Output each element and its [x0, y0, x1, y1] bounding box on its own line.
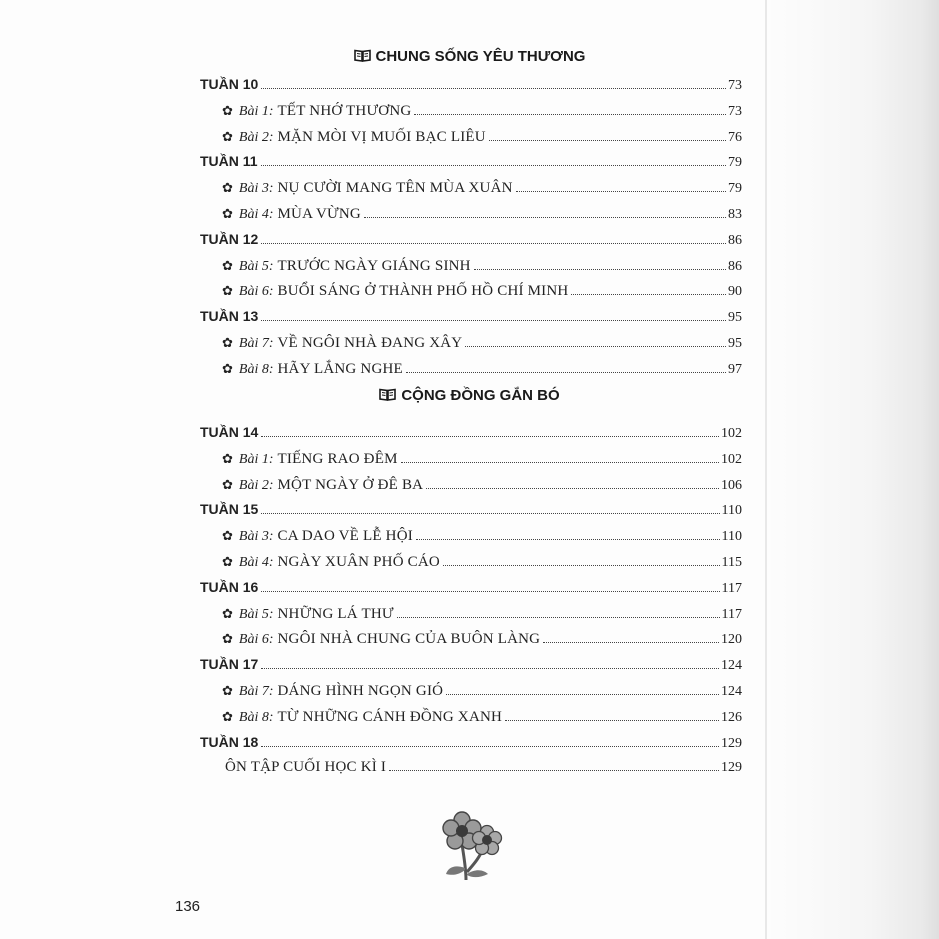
toc-lesson-row: [222, 476, 742, 498]
dot-leader: [505, 720, 719, 721]
lesson-number: Bài 3:: [238, 529, 274, 545]
lesson-number: Bài 8:: [238, 709, 274, 725]
dot-leader: [261, 591, 719, 592]
lesson-number: Bài 2:: [238, 477, 274, 493]
flower-bullet-icon: ✿: [222, 554, 233, 569]
lesson-number: Bài 6:: [238, 284, 274, 300]
page-reference: 73: [728, 103, 742, 119]
toc-lesson-row: [222, 205, 742, 227]
page-reference: 83: [728, 207, 742, 222]
toc-week-row: [200, 656, 742, 678]
flower-bullet-icon: ✿: [222, 528, 233, 544]
page-reference: 79: [728, 181, 742, 197]
dot-leader: [261, 243, 726, 244]
book-icon: [379, 387, 401, 404]
lesson-number: Bài 5:: [238, 606, 274, 622]
flower-bullet-icon: ✿: [222, 683, 233, 698]
toc-lesson-row: [222, 553, 742, 575]
toc-week-row: [200, 579, 742, 601]
lesson-number: Bài 4:: [238, 555, 274, 570]
dot-leader: [261, 320, 726, 321]
toc-week-row: [200, 424, 742, 446]
week-label: TUẦN 18: [200, 733, 259, 750]
lesson-number: Bài 7:: [238, 684, 274, 699]
page-reference: 86: [728, 232, 742, 248]
flower-bullet-icon: ✿: [222, 476, 233, 492]
page-fold-line: [765, 0, 767, 939]
dot-leader: [516, 191, 726, 192]
toc-week-row: [200, 501, 742, 523]
dot-leader: [474, 269, 726, 270]
page-reference: 102: [721, 451, 742, 467]
dot-leader: [261, 436, 719, 437]
week-label: TUẦN 16: [200, 578, 259, 595]
lesson-number: Bài 4:: [238, 207, 274, 222]
page-reference: 97: [728, 361, 742, 377]
page-reference: 95: [728, 310, 742, 326]
lesson-title: CA DAO VỀ LỄ HỘI: [277, 528, 413, 545]
page-reference: 79: [728, 155, 742, 171]
section-heading-text: CỘNG ĐỒNG GẮN BÓ: [401, 387, 560, 404]
toc-lesson-row: [222, 360, 742, 382]
toc-lesson-row: [222, 605, 742, 627]
toc-week-row: [200, 308, 742, 330]
toc-review-row: [225, 759, 742, 781]
dot-leader: [443, 565, 720, 566]
toc-week-row: [200, 734, 742, 756]
toc-lesson-row: [222, 334, 742, 356]
page-reference: 126: [721, 709, 742, 725]
page-reference: 90: [728, 284, 742, 300]
toc-lesson-row: [222, 450, 742, 472]
flower-bullet-icon: ✿: [222, 257, 233, 273]
toc-week-row: [200, 76, 742, 98]
toc-lesson-row: [222, 527, 742, 549]
lesson-title: MÙA VỪNG: [277, 206, 361, 222]
dot-leader: [543, 642, 719, 643]
book-icon: [354, 48, 376, 65]
dot-leader: [416, 539, 720, 540]
lesson-title: MẶN MÒI VỊ MUỐI BẠC LIÊU: [277, 128, 486, 145]
lesson-title: ÔN TẬP CUỐI HỌC KÌ I: [225, 759, 387, 776]
dot-leader: [261, 513, 719, 514]
lesson-title: DÁNG HÌNH NGỌN GIÓ: [277, 683, 444, 699]
dot-leader: [261, 165, 726, 166]
lesson-number: Bài 2:: [238, 129, 274, 145]
dot-leader: [414, 114, 726, 115]
dot-leader: [465, 346, 726, 347]
lesson-title: VỀ NGÔI NHÀ ĐANG XÂY: [277, 335, 463, 351]
page-reference: 102: [721, 426, 742, 441]
lesson-title: TRƯỚC NGÀY GIÁNG SINH: [277, 257, 471, 274]
lesson-number: Bài 7:: [238, 336, 274, 351]
dot-leader: [489, 140, 726, 141]
page-reference: 120: [721, 632, 742, 648]
page-reference: 106: [721, 477, 742, 493]
flower-bullet-icon: ✿: [222, 128, 233, 144]
lesson-number: Bài 6:: [238, 632, 274, 648]
dot-leader: [446, 694, 719, 695]
dot-leader: [571, 294, 726, 295]
toc-week-row: [200, 231, 742, 253]
week-label: TUẦN 10: [200, 76, 259, 92]
week-label: TUẦN 17: [200, 656, 259, 673]
toc-lesson-row: [222, 630, 742, 652]
dot-leader: [364, 217, 726, 218]
flower-bullet-icon: ✿: [222, 335, 233, 350]
dot-leader: [261, 746, 719, 747]
toc-lesson-row: [222, 708, 742, 730]
dot-leader: [389, 770, 719, 771]
lesson-title: HÃY LẮNG NGHE: [277, 360, 403, 377]
lesson-number: Bài 1:: [238, 451, 274, 467]
week-label: TUẦN 11: [200, 153, 258, 170]
section-heading-text: CHUNG SỐNG YÊU THƯƠNG: [375, 48, 586, 65]
page-reference: 115: [721, 555, 742, 570]
lesson-title: MỘT NGÀY Ở ĐÊ BA: [277, 476, 424, 493]
page-number: 136: [175, 898, 201, 915]
page-reference: 110: [721, 503, 742, 519]
flower-bullet-icon: ✿: [222, 102, 233, 118]
page-reference: 110: [721, 529, 742, 545]
lesson-number: Bài 8:: [238, 361, 274, 377]
lesson-title: NỤ CƯỜI MANG TÊN MÙA XUÂN: [277, 180, 513, 197]
page-reference: 73: [728, 78, 742, 93]
toc-lesson-row: [222, 179, 742, 201]
flower-bullet-icon: ✿: [222, 206, 233, 221]
dot-leader: [261, 88, 726, 89]
dot-leader: [397, 617, 720, 618]
page-reference: 129: [721, 735, 742, 751]
toc-lesson-row: [222, 128, 742, 150]
lesson-title: TỪ NHỮNG CÁNH ĐỒNG XANH: [277, 708, 503, 725]
dot-leader: [426, 488, 719, 489]
page-reference: 124: [721, 658, 742, 674]
page-reference: 76: [728, 129, 742, 145]
page-reference: 124: [721, 684, 742, 699]
week-label: TUẦN 14: [200, 424, 259, 440]
toc-lesson-row: [222, 682, 742, 704]
lesson-title: NHỮNG LÁ THƯ: [277, 605, 394, 622]
week-label: TUẦN 12: [200, 230, 259, 247]
section-heading: [0, 387, 939, 404]
page-reference: 117: [721, 606, 742, 622]
lesson-number: Bài 3:: [238, 181, 274, 197]
lesson-number: Bài 5:: [238, 258, 274, 274]
lesson-title: TIẾNG RAO ĐÊM: [277, 450, 398, 467]
lesson-title: TẾT NHỚ THƯƠNG: [277, 102, 412, 119]
page-reference: 95: [728, 336, 742, 351]
flower-bullet-icon: ✿: [222, 180, 233, 196]
flower-illustration-icon: [432, 808, 508, 882]
flower-bullet-icon: ✿: [222, 631, 233, 647]
page-reference: 129: [721, 760, 742, 776]
toc-week-row: [200, 153, 742, 175]
flower-bullet-icon: ✿: [222, 605, 233, 621]
lesson-title: BUỔI SÁNG Ở THÀNH PHỐ HỒ CHÍ MINH: [277, 283, 569, 300]
dot-leader: [401, 462, 719, 463]
lesson-title: NGÔI NHÀ CHUNG CỦA BUÔN LÀNG: [277, 631, 541, 648]
week-label: TUẦN 13: [200, 308, 259, 325]
flower-bullet-icon: ✿: [222, 360, 233, 376]
flower-bullet-icon: ✿: [222, 450, 233, 466]
toc-lesson-row: [222, 102, 742, 124]
dot-leader: [261, 668, 719, 669]
page-reference: 86: [728, 258, 742, 274]
section-heading: [0, 48, 939, 65]
flower-bullet-icon: ✿: [222, 283, 233, 299]
flower-bullet-icon: ✿: [222, 708, 233, 724]
lesson-number: Bài 1:: [238, 103, 274, 119]
week-label: TUẦN 15: [200, 501, 259, 518]
toc-lesson-row: [222, 282, 742, 304]
dot-leader: [406, 372, 726, 373]
toc-lesson-row: [222, 257, 742, 279]
page-edge-shadow: [764, 0, 939, 939]
page-reference: 117: [721, 580, 742, 596]
lesson-title: NGÀY XUÂN PHỐ CÁO: [277, 554, 440, 570]
